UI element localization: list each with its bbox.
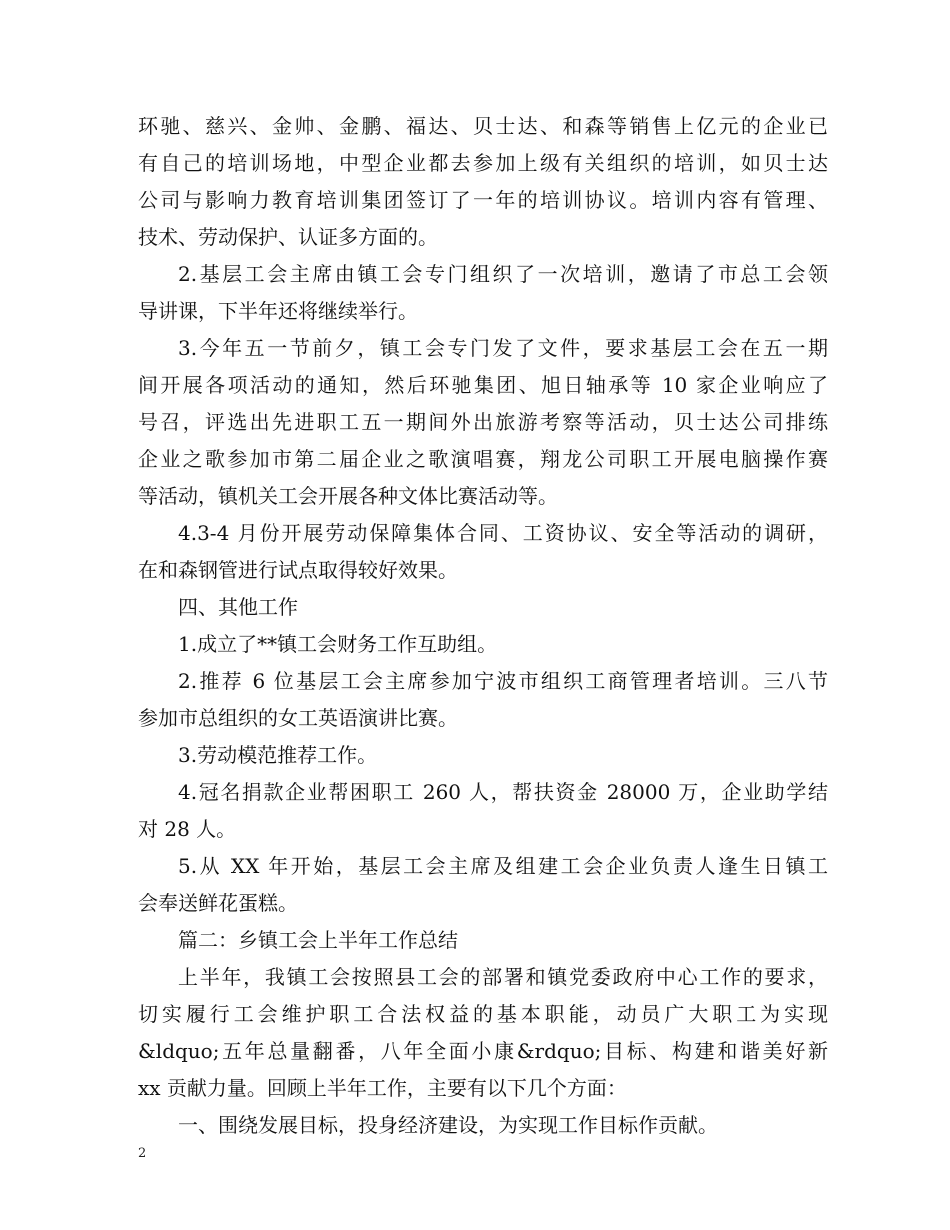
text-line: &ldquo;五年总量翻番，八年全面小康&rdquo;目标、构建和谐美好新 [138, 1039, 828, 1063]
text-line: 参加市总组织的女工英语演讲比赛。 [138, 706, 458, 730]
text-line: 等活动，镇机关工会开展各种文体比赛活动等。 [138, 484, 558, 508]
text-line: 会奉送鲜花蛋糕。 [138, 891, 298, 915]
text-line: 有自己的培训场地，中型企业都去参加上级有关组织的培训，如贝士达 [138, 151, 828, 175]
text-line: 4.冠名捐款企业帮困职工 260 人，帮扶资金 28000 万，企业助学结 [178, 780, 828, 804]
page-number: 2 [138, 1146, 147, 1161]
text-line: 企业之歌参加市第二届企业之歌演唱赛，翔龙公司职工开展电脑操作赛 [138, 447, 828, 471]
text-line: 公司与影响力教育培训集团签订了一年的培训协议。培训内容有管理、 [138, 188, 828, 212]
text-line: 1.成立了**镇工会财务工作互助组。 [178, 632, 498, 656]
text-line: 5.从 XX 年开始，基层工会主席及组建工会企业负责人逢生日镇工 [178, 854, 828, 878]
text-line: xx 贡献力量。回顾上半年工作，主要有以下几个方面： [138, 1076, 627, 1100]
text-line: 3.劳动模范推荐工作。 [178, 743, 378, 767]
text-line: 导讲课，下半年还将继续举行。 [138, 299, 418, 323]
text-line: 技术、劳动保护、认证多方面的。 [138, 225, 438, 249]
text-line: 上半年，我镇工会按照县工会的部署和镇党委政府中心工作的要求， [178, 965, 828, 989]
section-heading: 四、其他工作 [178, 595, 298, 619]
text-line: 间开展各项活动的通知，然后环驰集团、旭日轴承等 10 家企业响应了 [138, 373, 828, 397]
section-heading: 篇二：乡镇工会上半年工作总结 [178, 928, 458, 952]
text-line: 对 28 人。 [138, 817, 237, 841]
text-line: 2.推荐 6 位基层工会主席参加宁波市组织工商管理者培训。三八节 [178, 669, 828, 693]
text-line: 4.3-4 月份开展劳动保障集体合同、工资协议、安全等活动的调研， [178, 521, 828, 545]
text-line: 在和森钢管进行试点取得较好效果。 [138, 558, 458, 582]
text-line: 3.今年五一节前夕，镇工会专门发了文件，要求基层工会在五一期 [178, 336, 828, 360]
document-body [138, 108, 828, 1144]
text-line: 环驰、慈兴、金帅、金鹏、福达、贝士达、和森等销售上亿元的企业已 [138, 114, 828, 138]
text-line: 号召，评选出先进职工五一期间外出旅游考察等活动，贝士达公司排练 [138, 410, 828, 434]
text-line: 一、围绕发展目标，投身经济建设，为实现工作目标作贡献。 [178, 1113, 718, 1137]
text-line: 切实履行工会维护职工合法权益的基本职能，动员广大职工为实现 [138, 1002, 828, 1026]
text-line: 2.基层工会主席由镇工会专门组织了一次培训，邀请了市总工会领 [178, 262, 828, 286]
